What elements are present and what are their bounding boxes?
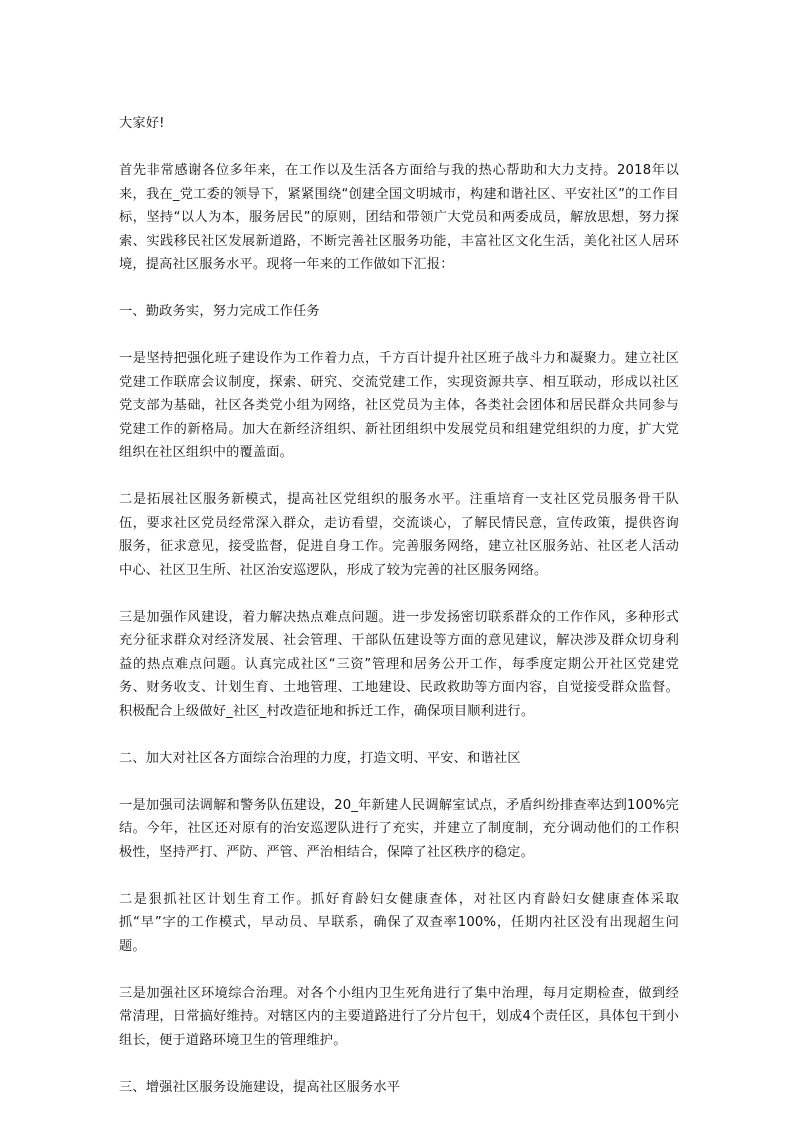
section-2-paragraph-3: 三是加强社区环境综合治理。对各个小组内卫生死角进行了集中治理，每月定期检查，做到经常清理，日常搞好维持。对辖区内的主要道路进行了分片包干，划成4个责任区，具体包干到小组长，便于道路环境卫生的管理维护。 (119, 985, 679, 1048)
document-body (119, 112, 679, 1123)
intro-paragraph: 首先非常感谢各位多年来，在工作以及生活各方面给与我的热心帮助和大力支持。2018年以来，我在_党工委的领导下，紧紧围绕“创建全国文明城市，构建和谐社区、平安社区”的工作目标，坚持“以人为本，服务居民”的原则，团结和带领广大党员和两委成员，解放思想，努力探索、实践移民社区发展新道路，不断完善社区服务功能，丰富社区文化生活，美化社区人居环境，提高社区服务水平。现将一年来的工作做如下汇报： (119, 163, 679, 272)
section-1-paragraph-3: 三是加强作风建设，着力解决热点难点问题。进一步发扬密切联系群众的工作作风，多种形式充分征求群众对经济发展、社会管理、干部队伍建设等方面的意见建议，解决涉及群众切身利益的热点难点问题。认真完成社区“三资”管理和居务公开工作，每季度定期公开社区党建党务、财务收支、计划生育、土地管理、工地建设、民政救助等方面内容，自觉接受群众监督。积极配合上级做好_社区_村改造征地和拆迁工作，确保项目顺利进行。 (119, 609, 679, 719)
section-1-paragraph-1: 一是坚持把强化班子建设作为工作着力点，千方百计提升社区班子战斗力和凝聚力。建立社区党建工作联席会议制度，探索、研究、交流党建工作，实现资源共享、相互联动，形成以社区党支部为基础，社区各类党小组为网络，社区党员为主体，各类社会团体和居民群众共同参与党建工作的新格局。加大在新经济组织、新社团组织中发展党员和组建党组织的力度，扩大党组织在社区组织中的覆盖面。 (119, 351, 679, 460)
section-1-heading: 一、勤政务实，努力完成工作任务 (119, 304, 320, 319)
section-2-heading: 二、加大对社区各方面综合治理的力度，打造文明、平安、和谐社区 (119, 750, 521, 766)
greeting: 大家好! (119, 116, 165, 131)
section-2-paragraph-2: 二是狠抓社区计划生育工作。抓好育龄妇女健康查体，对社区内育龄妇女健康查体采取抓“早”字的工作模式，早动员、早联系，确保了双查率100%，任期内社区没有出现超生问题。 (119, 891, 679, 954)
section-3-heading: 三、增强社区服务设施建设，提高社区服务水平 (119, 1079, 401, 1095)
section-2-paragraph-1: 一是加强司法调解和警务队伍建设，20_年新建人民调解室试点，矛盾纠纷排查率达到100%完结。今年，社区还对原有的治安巡逻队进行了充实，并建立了制度制，充分调动他们的工作积极性，坚持严打、严防、严管、严治相结合，保障了社区秩序的稳定。 (119, 797, 679, 860)
section-1-paragraph-2: 二是拓展社区服务新模式，提高社区党组织的服务水平。注重培育一支社区党员服务骨干队伍，要求社区党员经常深入群众，走访看望，交流谈心，了解民情民意，宣传政策，提供咨询服务，征求意见，接受监督，促进自身工作。完善服务网络，建立社区服务站、社区老人活动中心、社区卫生所、社区治安巡逻队，形成了较为完善的社区服务网络。 (119, 492, 679, 578)
